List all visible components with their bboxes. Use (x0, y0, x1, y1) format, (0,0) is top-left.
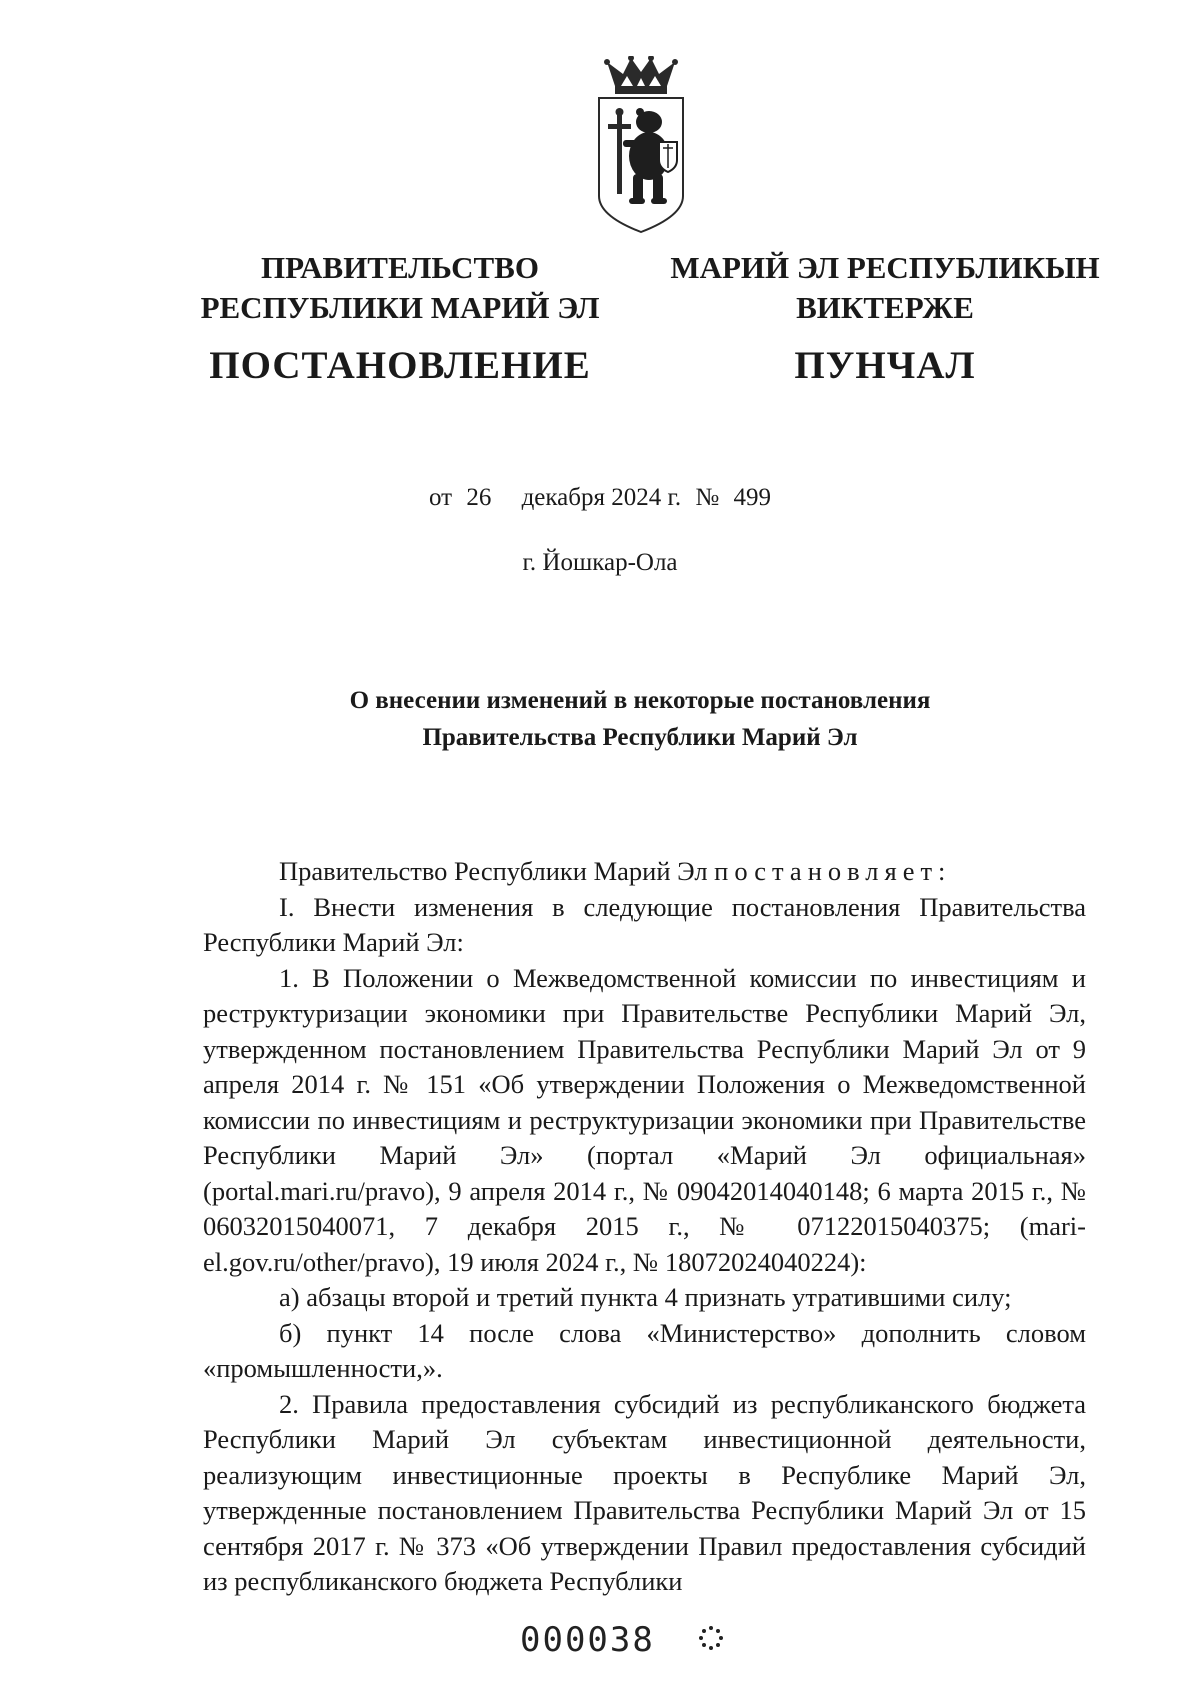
document-body (203, 854, 1086, 1600)
header-left-doc-type: ПОСТАНОВЛЕНИЕ (209, 344, 591, 387)
serial-number: 000038 (520, 1620, 655, 1660)
paragraph-3: а) абзацы второй и третий пункта 4 признать утратившими силу; (279, 1282, 1012, 1312)
intro-prefix: Правительство Республики Марий Эл (279, 856, 708, 886)
number-label: № (695, 484, 720, 511)
date-month-year: декабря 2024 г. (521, 484, 682, 511)
document-title (200, 682, 1080, 756)
document-number: 499 (733, 484, 772, 511)
header-left-line1: ПРАВИТЕЛЬСТВО (261, 250, 539, 285)
city-line: г. Йошкар-Ола (522, 549, 678, 576)
paragraph-4: б) пункт 14 после слова «Министерство» дополнить словом «промышленности,». (203, 1317, 1086, 1383)
date-number-line (0, 484, 1200, 512)
paragraph-2: 1. В Положении о Межведомственной комиссии по инвестициям и реструктуризации экономики при Правительстве Республики Марий Эл, утвержденном постановлением Правительства Республики Марий Эл от 9 апреля 2014 г. № 151 «Об утверждении Положения о Межведомственной комиссии по инвестициям и реструктуризации экономики при Правительстве Республики Марий Эл» (портал «Марий Эл официальная» (portal.mari.ru/pravo), 9 апреля 2014 г., № 09042014040148; 6 марта 2015 г., № 06032015040071, 7 декабря 2015 г., № 07122015040375; (mari-el.gov.ru/other/pravo), 19 июля 2024 г., № 18072024040224): (203, 962, 1086, 1277)
header-right (660, 248, 1110, 388)
intro-verb: постановляет: (714, 856, 952, 886)
header-left (180, 248, 620, 388)
sword-icon (608, 108, 631, 194)
intro-paragraph (203, 854, 1086, 890)
date-day: 26 (466, 484, 492, 511)
header-right-line1: МАРИЙ ЭЛ РЕСПУБЛИКЫН (670, 250, 1100, 285)
header-right-doc-type: ПУНЧАЛ (794, 344, 976, 387)
title-line1: О внесении изменений в некоторые постановления (349, 687, 931, 714)
paragraph-1: I. Внести изменения в следующие постановления Правительства Республики Марий Эл: (203, 891, 1086, 957)
header-left-line2: РЕСПУБЛИКИ МАРИЙ ЭЛ (200, 290, 600, 325)
crown-icon (604, 56, 678, 94)
header-right-line2: ВИКТЕРЖЕ (796, 290, 974, 325)
coat-of-arms-emblem (593, 56, 689, 236)
asterisk-mark-icon (698, 1625, 724, 1651)
title-line2: Правительства Республики Марий Эл (422, 724, 858, 751)
date-from-label: от (428, 484, 453, 511)
paragraph-5: 2. Правила предоставления субсидий из республиканского бюджета Республики Марий Эл субъектам инвестиционной деятельности, реализующим инвестиционные проекты в Республике Марий Эл, утвержденные постановлением Правительства Республики Марий Эл от 15 сентября 2017 г. № 373 «Об утверждении Правил предоставления субсидий из республиканского бюджета Республики (203, 1388, 1086, 1596)
